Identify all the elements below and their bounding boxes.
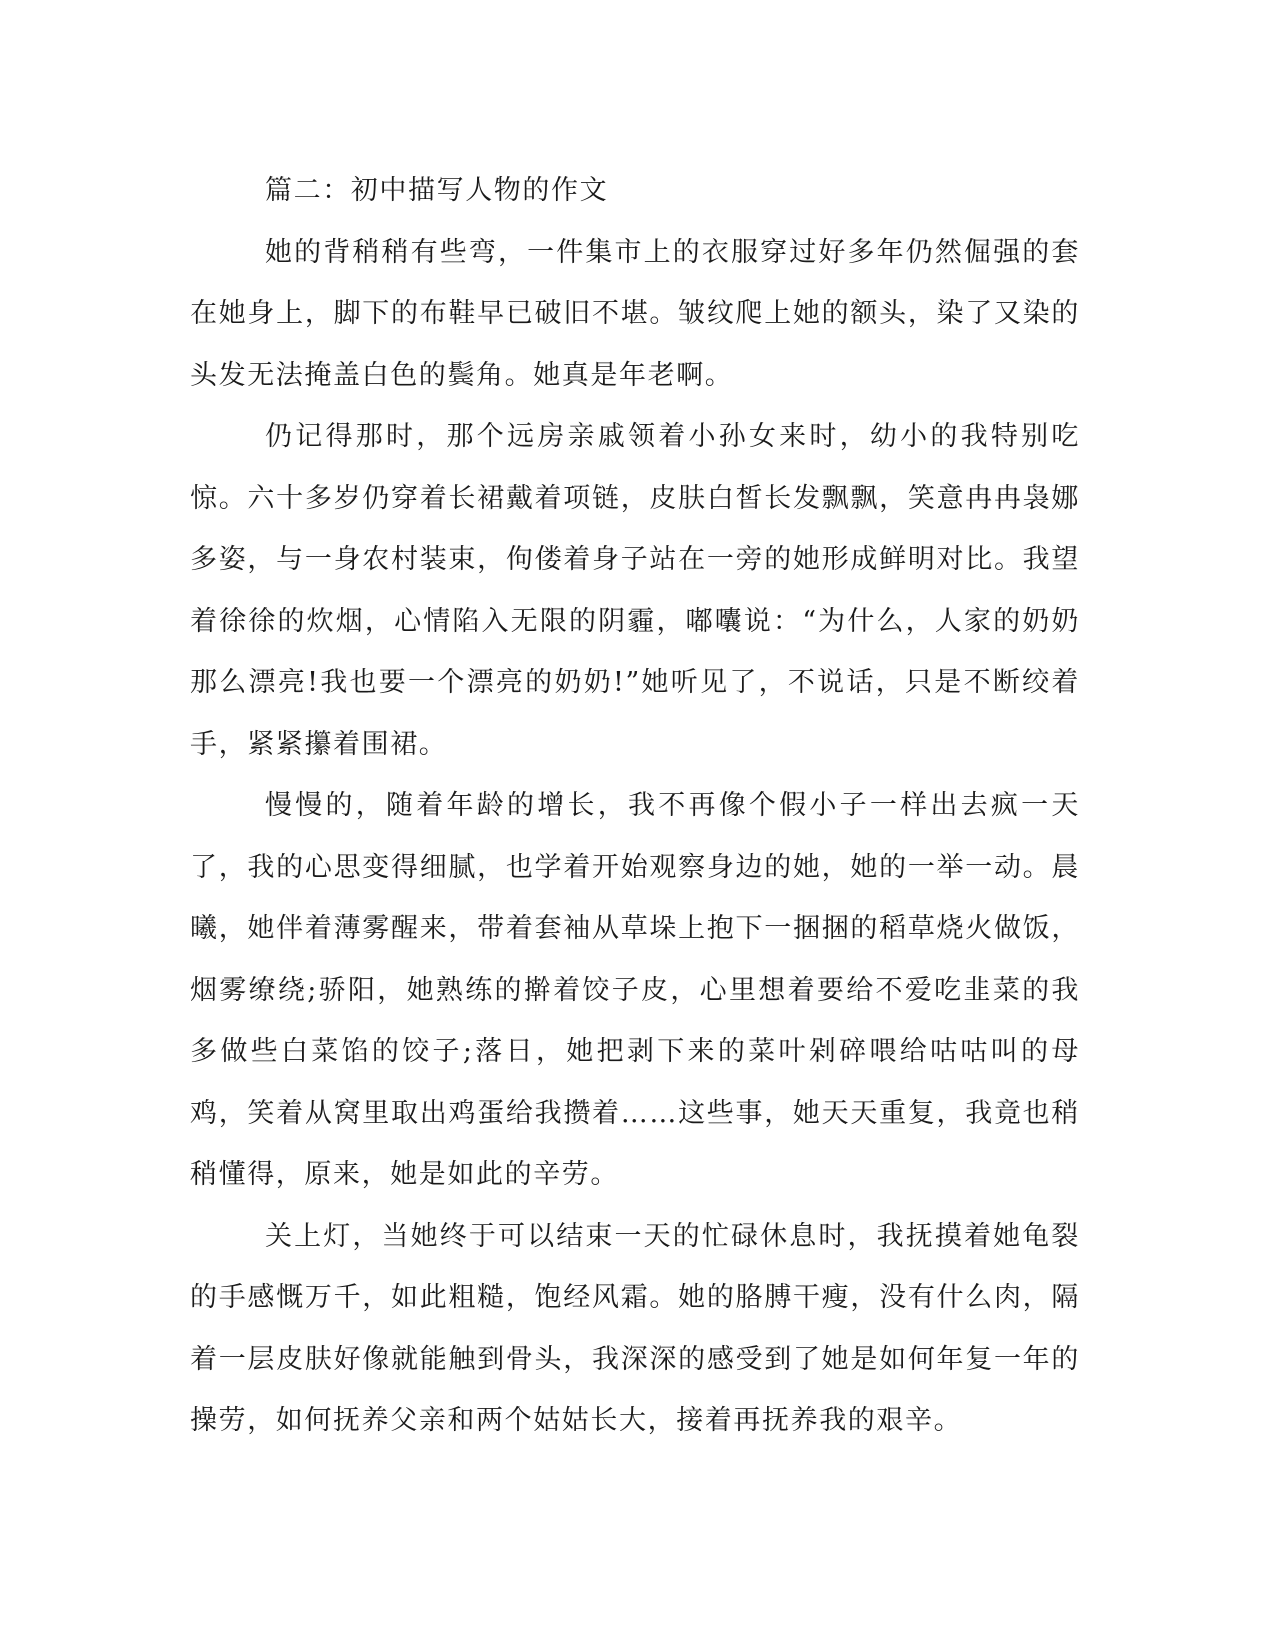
paragraph-daily-labor: 慢慢的，随着年龄的增长，我不再像个假小子一样出去疯一天了，我的心思变得细腻，也学着开始观察身边的她，她的一举一动。晨曦，她伴着薄雾醒来，带着套袖从草垛上抱下一捆捆的稻草烧火做饭，烟雾缭绕;骄阳，她熟练的擀着饺子皮，心里想着要给不爱吃韭菜的我多做些白菜馅的饺子;落日，她把剥下来的菜叶剁碎喂给咕咕叫的母鸡，笑着从窝里取出鸡蛋给我攒着……这些事，她天天重复，我竟也稍稍懂得，原来，她是如此的辛劳。: [190, 790, 1080, 1190]
paragraph-reflection: 关上灯，当她终于可以结束一天的忙碌休息时，我抚摸着她龟裂的手感慨万千，如此粗糙，饱经风霜。她的胳膊干瘦，没有什么肉，隔着一层皮肤好像就能触到骨头，我深深的感受到了她是如何年复一年的操劳，如何抚养父亲和两个姑姑长大，接着再抚养我的艰辛。: [190, 1220, 1080, 1436]
document-body: [190, 160, 1080, 1452]
paragraph-memory: 仍记得那时，那个远房亲戚领着小孙女来时，幼小的我特别吃惊。六十多岁仍穿着长裙戴着项链，皮肤白皙长发飘飘，笑意冉冉袅娜多姿，与一身农村装束，佝偻着身子站在一旁的她形成鲜明对比。我望着徐徐的炊烟，心情陷入无限的阴霾，嘟囔说：“为什么，人家的奶奶那么漂亮!我也要一个漂亮的奶奶!”她听见了，不说话，只是不断绞着手，紧紧攥着围裙。: [190, 421, 1080, 760]
paragraph-appearance: 她的背稍稍有些弯，一件集市上的衣服穿过好多年仍然倔强的套在她身上，脚下的布鞋早已破旧不堪。皱纹爬上她的额头，染了又染的头发无法掩盖白色的鬓角。她真是年老啊。: [190, 236, 1080, 391]
essay-heading: 篇二：初中描写人物的作文: [265, 175, 609, 206]
